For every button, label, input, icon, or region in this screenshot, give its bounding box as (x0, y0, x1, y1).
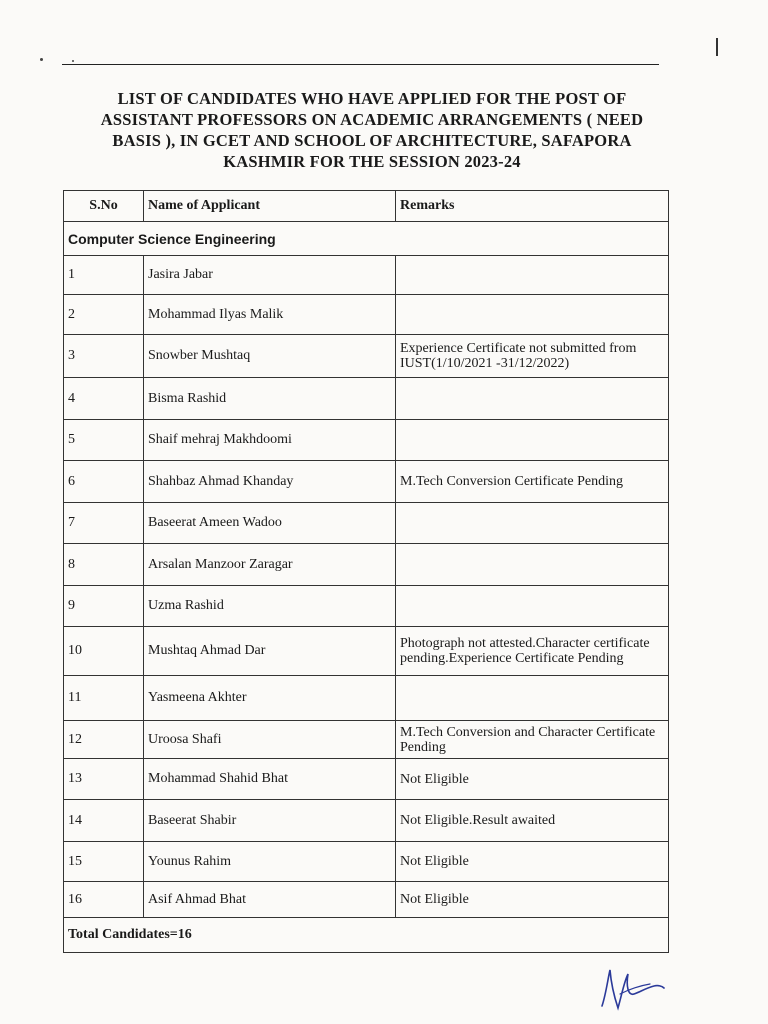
table-row (64, 335, 669, 378)
row-remarks: Photograph not attested.Character certificate pending.Experience Certificate Pending (396, 627, 669, 676)
row-remarks: Experience Certificate not submitted from IUST(1/10/2021 -31/12/2022) (396, 335, 669, 378)
row-remarks (396, 420, 669, 461)
row-remarks (396, 295, 669, 335)
row-sno: 2 (64, 295, 144, 335)
table-row (64, 800, 669, 842)
row-sno: 3 (64, 335, 144, 378)
row-name: Snowber Mushtaq (144, 335, 396, 378)
row-remarks: M.Tech Conversion and Character Certificate Pending (396, 721, 669, 759)
title-line: LIST OF CANDIDATES WHO HAVE APPLIED FOR THE POST OF (117, 89, 627, 108)
row-remarks (396, 544, 669, 586)
table-row (64, 586, 669, 627)
total-candidates: Total Candidates=16 (64, 918, 669, 953)
row-remarks: Not Eligible.Result awaited (396, 800, 669, 842)
row-sno: 11 (64, 676, 144, 721)
row-sno: 16 (64, 882, 144, 918)
row-remarks (396, 586, 669, 627)
row-sno: 8 (64, 544, 144, 586)
row-name: Shaif mehraj Makhdoomi (144, 420, 396, 461)
table-row (64, 882, 669, 918)
row-sno: 13 (64, 759, 144, 800)
table-row (64, 256, 669, 295)
table-row (64, 503, 669, 544)
row-remarks: Not Eligible (396, 882, 669, 918)
applicants-table (63, 190, 669, 953)
row-sno: 7 (64, 503, 144, 544)
row-sno: 9 (64, 586, 144, 627)
row-sno: 14 (64, 800, 144, 842)
table-row (64, 378, 669, 420)
table-row (64, 295, 669, 335)
row-name: Bisma Rashid (144, 378, 396, 420)
row-sno: 5 (64, 420, 144, 461)
scan-speck (40, 58, 43, 61)
signature-mark (598, 964, 668, 1012)
row-name: Mohammad Shahid Bhat (144, 759, 396, 800)
row-name: Uzma Rashid (144, 586, 396, 627)
row-name: Shahbaz Ahmad Khanday (144, 461, 396, 503)
row-remarks: Not Eligible (396, 842, 669, 882)
row-remarks (396, 503, 669, 544)
header-sno: S.No (64, 191, 144, 222)
row-remarks: Not Eligible (396, 759, 669, 800)
page-mark (716, 38, 718, 56)
table-row (64, 842, 669, 882)
table-row (64, 676, 669, 721)
title-line: ASSISTANT PROFESSORS ON ACADEMIC ARRANGEMENTS ( NEED (100, 110, 644, 129)
table-row (64, 461, 669, 503)
row-name: Baseerat Shabir (144, 800, 396, 842)
table-row (64, 759, 669, 800)
row-sno: 12 (64, 721, 144, 759)
row-name: Asif Ahmad Bhat (144, 882, 396, 918)
row-name: Jasira Jabar (144, 256, 396, 295)
row-name: Baseerat Ameen Wadoo (144, 503, 396, 544)
scan-speck (72, 60, 74, 62)
row-name: Yasmeena Akhter (144, 676, 396, 721)
row-name: Uroosa Shafi (144, 721, 396, 759)
table-row (64, 420, 669, 461)
row-sno: 10 (64, 627, 144, 676)
row-sno: 15 (64, 842, 144, 882)
row-remarks (396, 378, 669, 420)
title-line: KASHMIR FOR THE SESSION 2023-24 (223, 152, 521, 171)
top-rule (62, 64, 659, 65)
row-remarks: M.Tech Conversion Certificate Pending (396, 461, 669, 503)
row-sno: 1 (64, 256, 144, 295)
title-line: BASIS ), IN GCET AND SCHOOL OF ARCHITECTURE, SAFAPORA (112, 131, 632, 150)
section-title: Computer Science Engineering (64, 222, 669, 256)
row-name: Mohammad Ilyas Malik (144, 295, 396, 335)
table-row (64, 627, 669, 676)
row-remarks (396, 676, 669, 721)
header-name: Name of Applicant (144, 191, 396, 222)
row-sno: 6 (64, 461, 144, 503)
total-row (64, 918, 669, 953)
table-row (64, 544, 669, 586)
row-name: Younus Rahim (144, 842, 396, 882)
row-remarks (396, 256, 669, 295)
document-title (62, 88, 682, 172)
section-row (64, 222, 669, 256)
row-sno: 4 (64, 378, 144, 420)
row-name: Arsalan Manzoor Zaragar (144, 544, 396, 586)
header-remarks: Remarks (396, 191, 669, 222)
row-name: Mushtaq Ahmad Dar (144, 627, 396, 676)
table-header-row (64, 191, 669, 222)
table-row (64, 721, 669, 759)
